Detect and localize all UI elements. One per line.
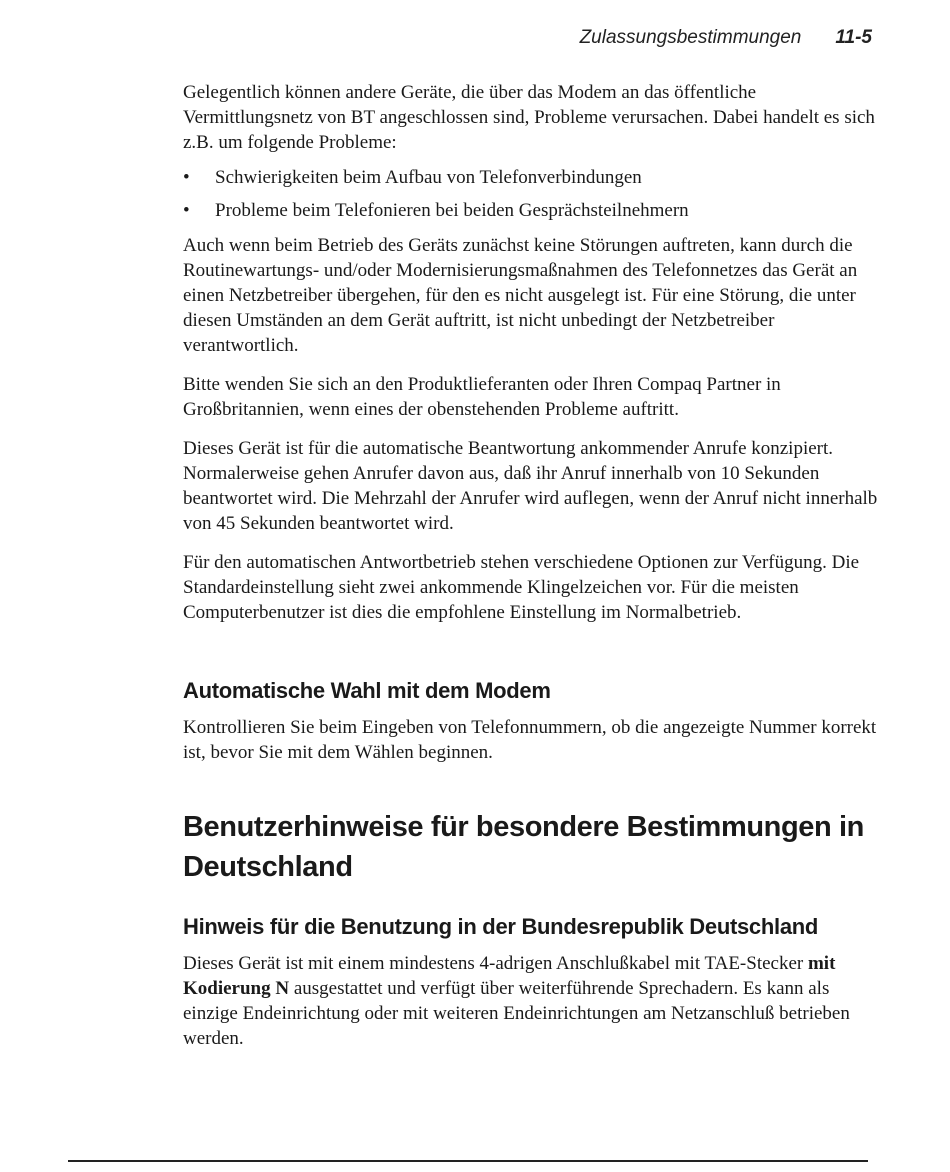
- running-header: [580, 27, 872, 49]
- bullet-icon: •: [183, 200, 190, 221]
- running-header-section-title: Zulassungsbestimmungen: [579, 27, 802, 48]
- page-number: 11-5: [835, 27, 872, 48]
- problem-list: [183, 165, 883, 223]
- heading-automatic-dialing: Automatische Wahl mit dem Modem: [183, 678, 551, 703]
- list-item-text: Schwierigkeiten beim Aufbau von Telefonverbindungen: [215, 167, 642, 188]
- paragraph-answer-options: Für den automatischen Antwortbetrieb stehen verschiedene Optionen zur Verfügung. Die Standardeinstellung sieht zwei ankommende Klingelzeichen vor. Für die meisten Computerbenutzer ist dies die empfohlene Einstellung im Normalbetrieb.: [183, 552, 860, 623]
- heading-germany-regulations: Benutzerhinweise für besondere Bestimmungen in Deutschland: [183, 811, 864, 883]
- paragraph-contact-supplier: Bitte wenden Sie sich an den Produktlieferanten oder Ihren Compaq Partner in Großbritannien, wenn eines der obenstehenden Probleme auftritt.: [183, 374, 781, 420]
- paragraph-network-maintenance: Auch wenn beim Betrieb des Geräts zunächst keine Störungen auftreten, kann durch die Routinewartungs- und/oder Modernisierungsmaßnahmen des Telefonnetzes das Gerät an einen Netzbetreiber übergehen, für den es nicht ausgelegt ist. Für eine Störung, die unter diesen Umständen an dem Gerät auftritt, ist nicht unbedingt der Netzbetreiber verantwortlich.: [183, 235, 858, 356]
- bullet-icon: •: [183, 167, 190, 188]
- list-item-text: Probleme beim Telefonieren bei beiden Gesprächsteilnehmern: [215, 200, 689, 221]
- list-item: [183, 165, 883, 190]
- footer-divider: [68, 1160, 868, 1162]
- paragraph-text-end: ausgestattet und verfügt über weiterführende Sprechadern. Es kann als einzige Endeinrichtung oder mit weiteren Endeinrichtungen am Netzanschluß betrieben werden.: [183, 978, 850, 1049]
- heading-germany-usage-note: Hinweis für die Benutzung in der Bundesrepublik Deutschland: [183, 914, 819, 939]
- list-item: [183, 198, 883, 223]
- paragraph-dialing-check: Kontrollieren Sie beim Eingeben von Telefonnummern, ob die angezeigte Nummer korrekt ist, bevor Sie mit dem Wählen beginnen.: [183, 717, 877, 763]
- page-body: [183, 80, 883, 1065]
- paragraph-auto-answer: Dieses Gerät ist für die automatische Beantwortung ankommender Anrufe konzipiert. Normalerweise gehen Anrufer davon aus, daß ihr Anruf innerhalb von 10 Sekunden beantwortet wird. Die Mehrzahl der Anrufer wird auflegen, wenn der Anruf nicht innerhalb von 45 Sekunden beantwortet wird.: [183, 438, 878, 534]
- paragraph-tae-connector: [183, 951, 883, 1051]
- paragraph-intro: Gelegentlich können andere Geräte, die über das Modem an das öffentliche Vermittlungsnetz von BT angeschlossen sind, Probleme verursachen. Dabei handelt es sich z.B. um folgende Probleme:: [183, 82, 875, 153]
- paragraph-text-start: Dieses Gerät ist mit einem mindestens 4-adrigen Anschlußkabel mit TAE-Stecker: [183, 953, 808, 974]
- coding-n-emphasis: mit Kodierung N: [183, 953, 836, 999]
